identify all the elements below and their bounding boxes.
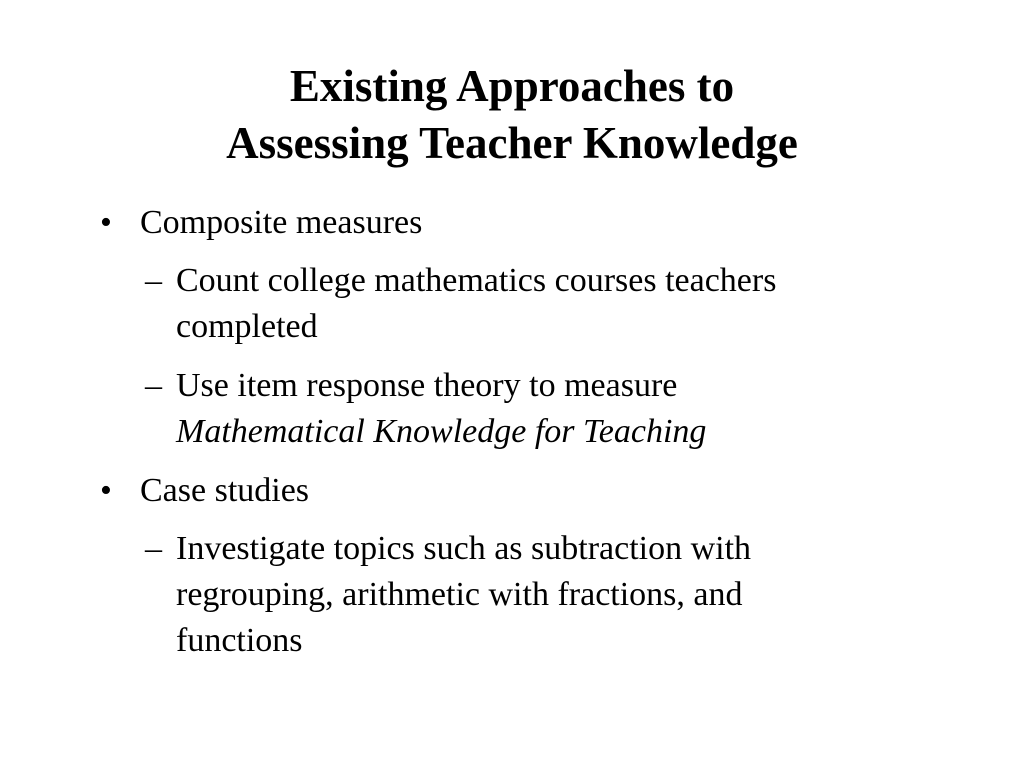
- dash-icon: –: [145, 367, 162, 404]
- dash-icon: –: [145, 530, 162, 567]
- bullet-text: Case studies: [140, 472, 310, 509]
- sub-item-text: [176, 526, 751, 664]
- sub-item-line-2-italic: Mathematical Knowledge for Teaching: [176, 413, 707, 450]
- sub-item-line-3: functions: [176, 622, 303, 659]
- bullet-text: Composite measures: [140, 204, 423, 241]
- sub-item-line-2: regrouping, arithmetic with fractions, and: [176, 576, 743, 613]
- sub-item-text: [176, 258, 776, 350]
- title-line-1: Existing Approaches to: [289, 61, 735, 111]
- sub-item-text: [176, 363, 706, 455]
- sub-item-line-1: Use item response theory to measure: [176, 367, 678, 404]
- bullet-icon: •: [100, 204, 112, 241]
- sub-item-line-1: Count college mathematics courses teachers: [176, 262, 777, 299]
- sub-item-line-1: Investigate topics such as subtraction with: [176, 530, 752, 567]
- title-line-2: Assessing Teacher Knowledge: [226, 118, 798, 168]
- dash-icon: –: [145, 262, 162, 299]
- bullet-icon: •: [100, 472, 112, 509]
- sub-item-line-2: completed: [176, 308, 318, 345]
